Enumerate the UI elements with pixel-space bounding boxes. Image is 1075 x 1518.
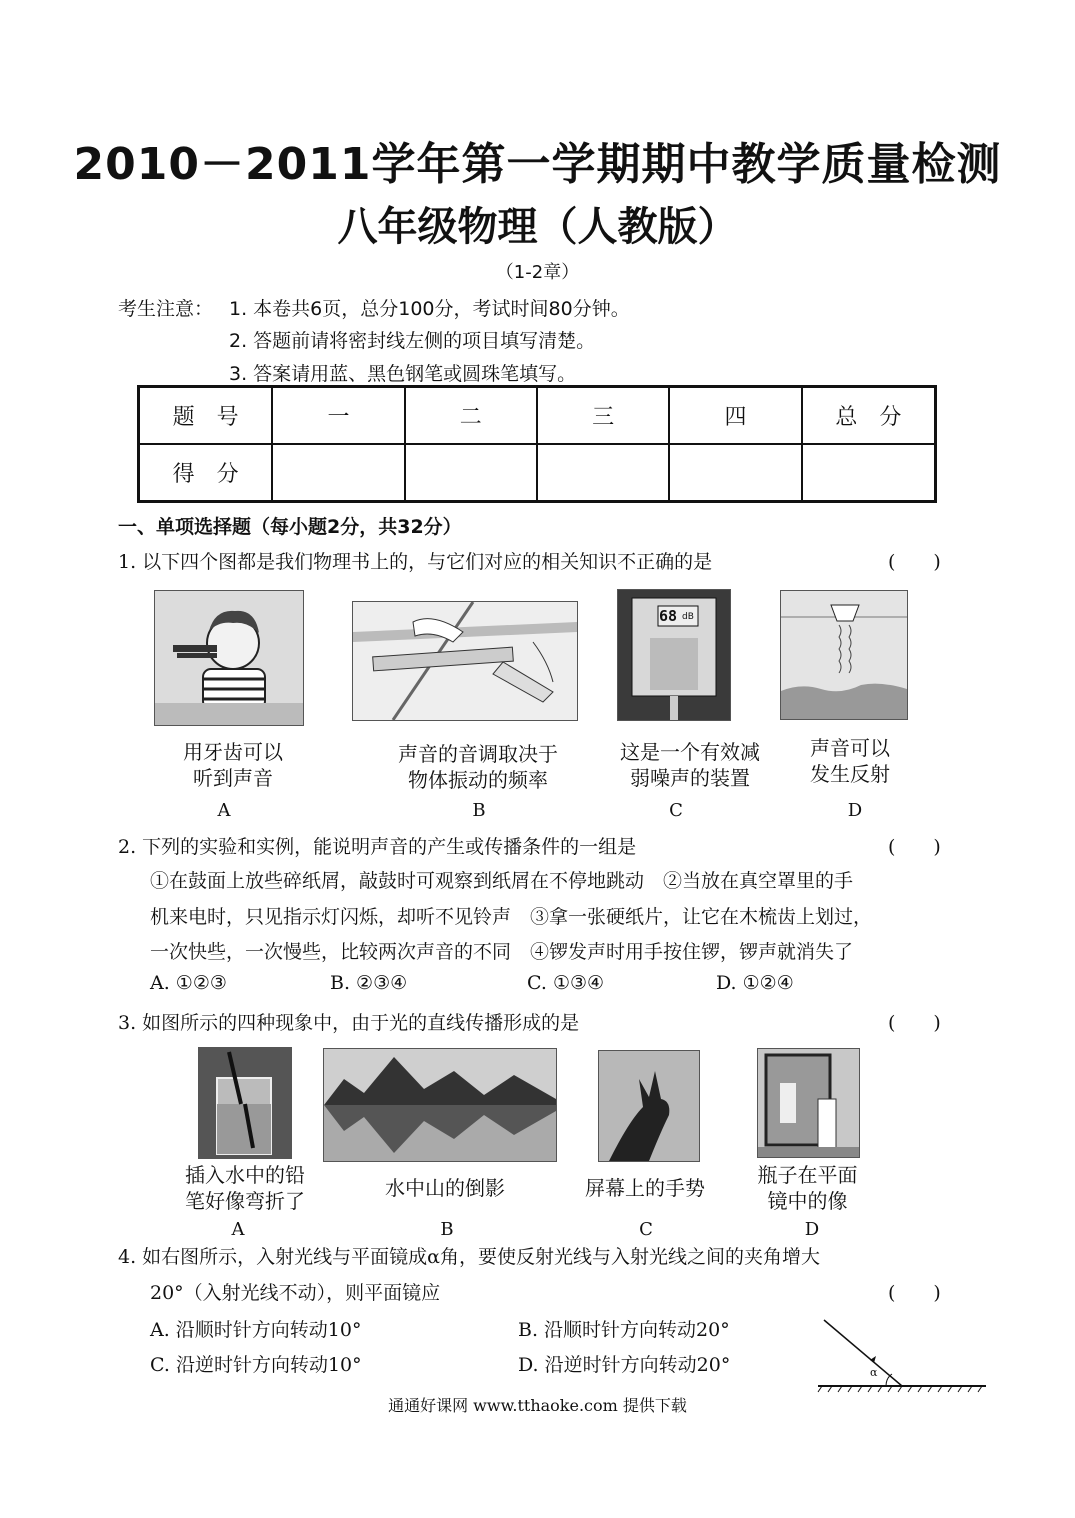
- score-input-cell[interactable]: [405, 444, 537, 502]
- noise-unit: dB: [682, 612, 694, 622]
- q1-caption-c-line2: 弱噪声的装置: [630, 766, 750, 790]
- notice-item-2: 2. 答题前请将密封线左侧的项目填写清楚。: [229, 330, 596, 352]
- question-3-text: 3. 如图所示的四种现象中，由于光的直线传播形成的是: [118, 1012, 580, 1034]
- q3-caption-a-line2: 笔好像弯折了: [185, 1189, 305, 1213]
- q2-option-b: B. ②③④: [330, 972, 408, 994]
- alpha-angle-label: α: [870, 1366, 878, 1379]
- answer-paren[interactable]: ( ): [888, 836, 941, 858]
- score-row-label: 得 分: [139, 444, 273, 502]
- score-table-score-row: [139, 444, 936, 502]
- pencil-in-water-glass-image: [198, 1047, 292, 1159]
- q3-caption-a-line1: 插入水中的铅: [185, 1163, 305, 1187]
- noise-meter-sign-image: [617, 589, 731, 721]
- noise-reading: 68: [659, 607, 678, 625]
- q1-option-b: B: [472, 800, 486, 821]
- answer-paren[interactable]: ( ): [888, 1012, 941, 1034]
- q1-caption-a-line1: 用牙齿可以: [183, 740, 283, 764]
- answer-paren[interactable]: ( ): [888, 1282, 941, 1304]
- q2-option-a: A. ①②③: [150, 972, 227, 994]
- ship-sonar-image: [780, 590, 908, 720]
- score-header-cell: 题 号: [139, 387, 273, 445]
- score-header-cell: 总 分: [802, 387, 936, 445]
- q2-statement-line: 一次快些，一次慢些，比较两次声音的不同 ④锣发声时用手按住锣，锣声就消失了: [150, 941, 854, 963]
- score-table-header-row: [139, 387, 936, 445]
- score-input-cell[interactable]: [802, 444, 936, 502]
- section-title: 一、单项选择题（每小题2分，共32分）: [118, 516, 462, 538]
- q3-option-d: D: [804, 1219, 820, 1240]
- question-4-text-line2: 20°（入射光线不动），则平面镜应: [150, 1282, 441, 1304]
- q1-caption-c-line1: 这是一个有效减: [620, 740, 760, 764]
- score-input-cell[interactable]: [669, 444, 801, 502]
- q1-caption-a-line2: 听到声音: [193, 766, 273, 790]
- q4-option-b: B. 沿顺时针方向转动20°: [518, 1319, 730, 1341]
- mirror-diagram: [814, 1318, 990, 1394]
- q2-statement-line: ①在鼓面上放些碎纸屑，敲鼓时可观察到纸屑在不停地跳动 ②当放在真空罩里的手: [150, 870, 854, 892]
- notice-item-3: 3. 答案请用蓝、黑色钢笔或圆珠笔填写。: [229, 363, 577, 385]
- question-4-text: 4. 如右图所示，入射光线与平面镜成α角，要使反射光线与入射光线之间的夹角增大: [118, 1246, 821, 1268]
- q1-caption-d-line2: 发生反射: [810, 762, 890, 786]
- q3-option-a: A: [231, 1219, 245, 1240]
- q3-caption-d-line1: 瓶子在平面: [757, 1163, 858, 1187]
- q1-option-a: A: [217, 800, 231, 821]
- chapter-range: （1-2章）: [495, 262, 580, 283]
- q2-option-d: D. ①②④: [716, 972, 794, 994]
- score-header-cell: 三: [537, 387, 669, 445]
- q1-caption-d-line1: 声音可以: [810, 736, 890, 760]
- score-header-cell: 一: [272, 387, 404, 445]
- ruler-on-table-image: [352, 601, 578, 721]
- question-1-text: 1. 以下四个图都是我们物理书上的，与它们对应的相关知识不正确的是: [118, 551, 713, 573]
- score-input-cell[interactable]: [537, 444, 669, 502]
- q3-option-c: C: [639, 1219, 653, 1240]
- hand-shadow-image: [598, 1050, 700, 1162]
- score-input-cell[interactable]: [272, 444, 404, 502]
- q3-caption-b: 水中山的倒影: [385, 1176, 505, 1200]
- q4-option-a: A. 沿顺时针方向转动10°: [150, 1319, 362, 1341]
- q1-caption-b-line2: 物体振动的频率: [408, 768, 548, 792]
- q3-caption-d-line2: 镜中的像: [767, 1189, 848, 1213]
- notice-label: 考生注意：: [118, 298, 214, 320]
- mountain-reflection-image: [323, 1048, 557, 1162]
- notice-item-1: 1. 本卷共6页，总分100分，考试时间80分钟。: [229, 298, 630, 320]
- q2-option-c: C. ①③④: [527, 972, 605, 994]
- exam-subtitle: 八年级物理（人教版）: [337, 204, 738, 250]
- q1-option-d: D: [847, 800, 863, 821]
- bottle-mirror-image: [757, 1048, 860, 1158]
- answer-paren[interactable]: ( ): [888, 551, 941, 573]
- exam-title: 2010－2011学年第一学期期中教学质量检测: [73, 139, 1002, 190]
- score-header-cell: 四: [669, 387, 801, 445]
- boy-biting-tuning-fork-image: [154, 590, 304, 726]
- score-table: [137, 385, 937, 503]
- q4-option-d: D. 沿逆时针方向转动20°: [518, 1354, 731, 1376]
- q1-option-c: C: [669, 800, 683, 821]
- page-footer: 通通好课网 www.tthaoke.com 提供下载: [388, 1396, 687, 1415]
- q3-caption-c: 屏幕上的手势: [585, 1176, 705, 1200]
- q4-option-c: C. 沿逆时针方向转动10°: [150, 1354, 362, 1376]
- q2-statement-line: 机来电时，只见指示灯闪烁，却听不见铃声 ③拿一张硬纸片，让它在木梳齿上划过，: [150, 906, 873, 928]
- question-2-text: 2. 下列的实验和实例，能说明声音的产生或传播条件的一组是: [118, 836, 637, 858]
- score-header-cell: 二: [405, 387, 537, 445]
- q1-caption-b-line1: 声音的音调取决于: [398, 742, 558, 766]
- q3-option-b: B: [440, 1219, 454, 1240]
